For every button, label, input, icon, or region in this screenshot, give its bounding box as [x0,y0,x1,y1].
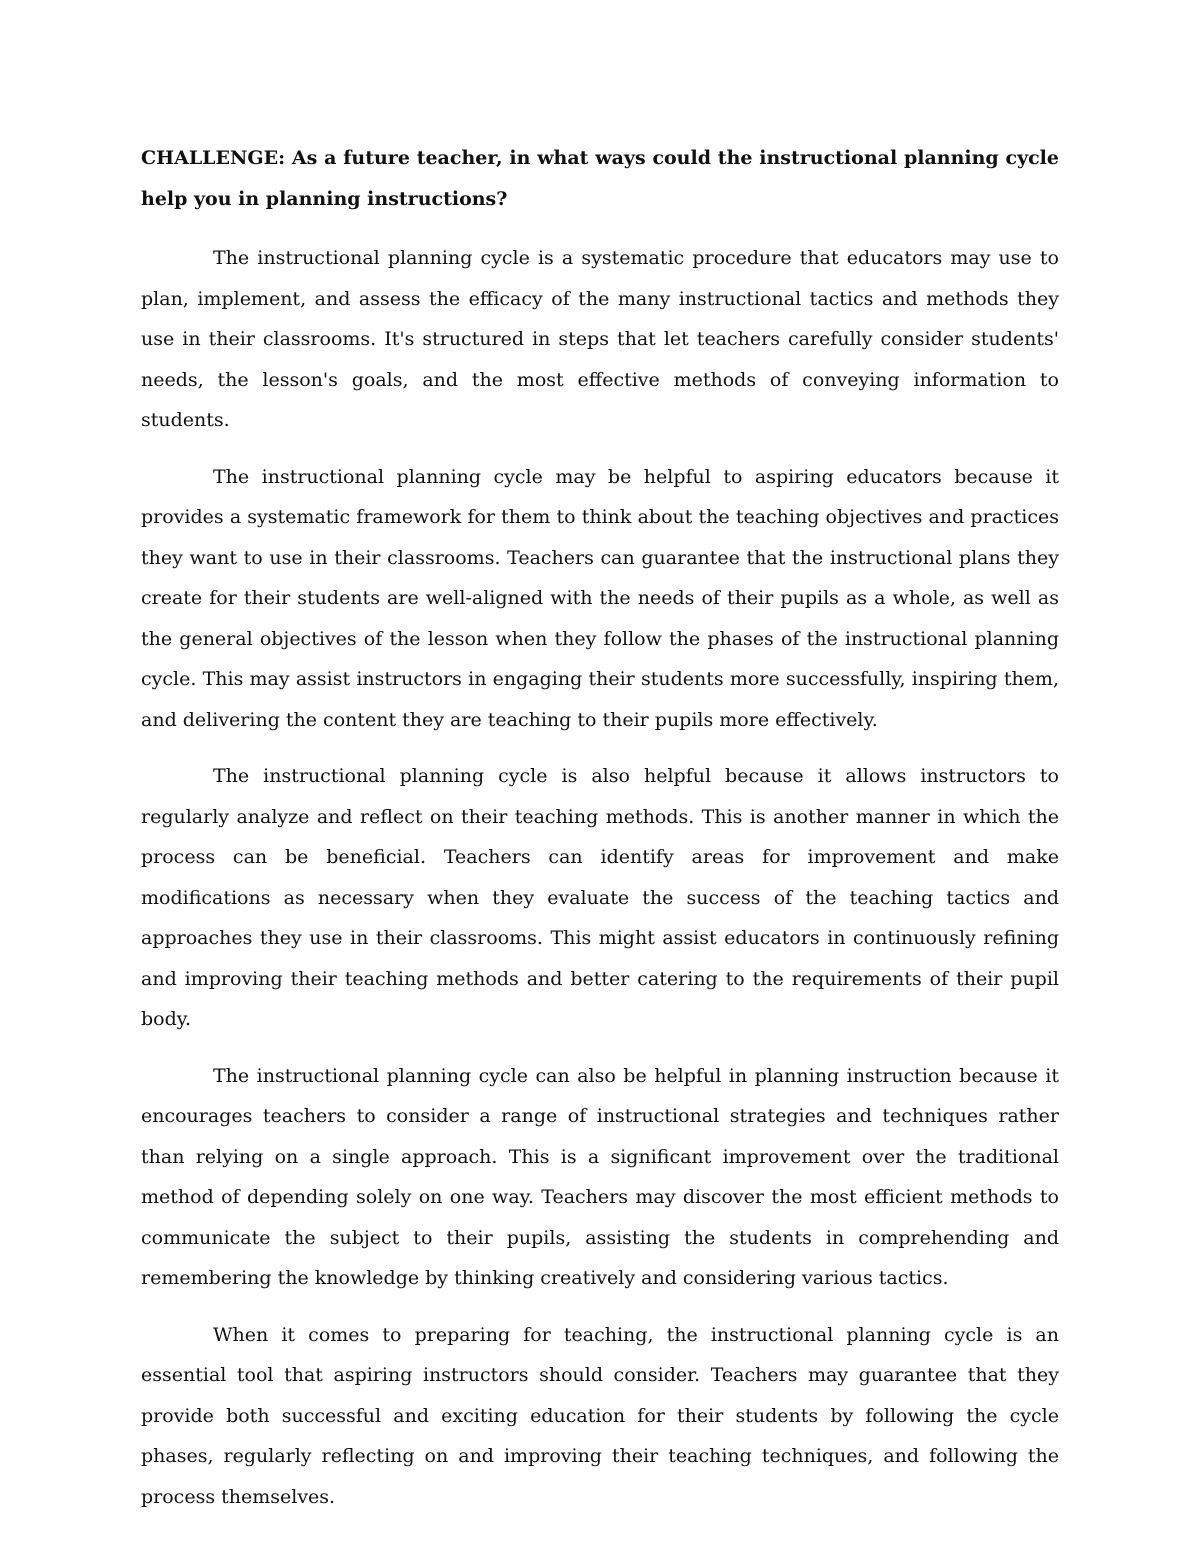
body-paragraph-5: When it comes to preparing for teaching, the instructional planning cycle is an essential tool that aspiring instructors should consider. Teachers may guarantee that they provide both successful and exciting education for their students by following the cycle phases, regularly reflecting on and improving their teaching techniques, and following the process themselves. [141,1323,1059,1508]
document-body [141,138,1059,1533]
body-paragraph-4: The instructional planning cycle can also be helpful in planning instruction because it encourages teachers to consider a range of instructional strategies and techniques rather than relying on a single approach. This is a significant improvement over the traditional method of depending solely on one way. Teachers may discover the most efficient methods to communicate the subject to their pupils, assisting the students in comprehending and remembering the knowledge by thinking creatively and considering various tactics. [141,1064,1059,1289]
body-paragraph-2: The instructional planning cycle may be helpful to aspiring educators because it provides a systematic framework for them to think about the teaching objectives and practices they want to use in their classrooms. Teachers can guarantee that the instructional plans they create for their students are well-aligned with the needs of their pupils as a whole, as well as the general objectives of the lesson when they follow the phases of the instructional planning cycle. This may assist instructors in engaging their students more successfully, inspiring them, and delivering the content they are teaching to their pupils more effectively. [141,465,1059,731]
body-paragraph-1: The instructional planning cycle is a systematic procedure that educators may use to plan, implement, and assess the efficacy of the many instructional tactics and methods they use in their classrooms. It's structured in steps that let teachers carefully consider students' needs, the lesson's goals, and the most effective methods of conveying information to students. [141,247,1059,431]
challenge-heading: CHALLENGE: As a future teacher, in what ways could the instructional planning cycle help you in planning instructions? [141,147,1059,210]
body-paragraph-3: The instructional planning cycle is also helpful because it allows instructors to regularly analyze and reflect on their teaching methods. This is another manner in which the process can be beneficial. Teachers can identify areas for improvement and make modifications as necessary when they evaluate the success of the teaching tactics and approaches they use in their classrooms. This might assist educators in continuously refining and improving their teaching methods and better catering to the requirements of their pupil body. [141,765,1059,1030]
